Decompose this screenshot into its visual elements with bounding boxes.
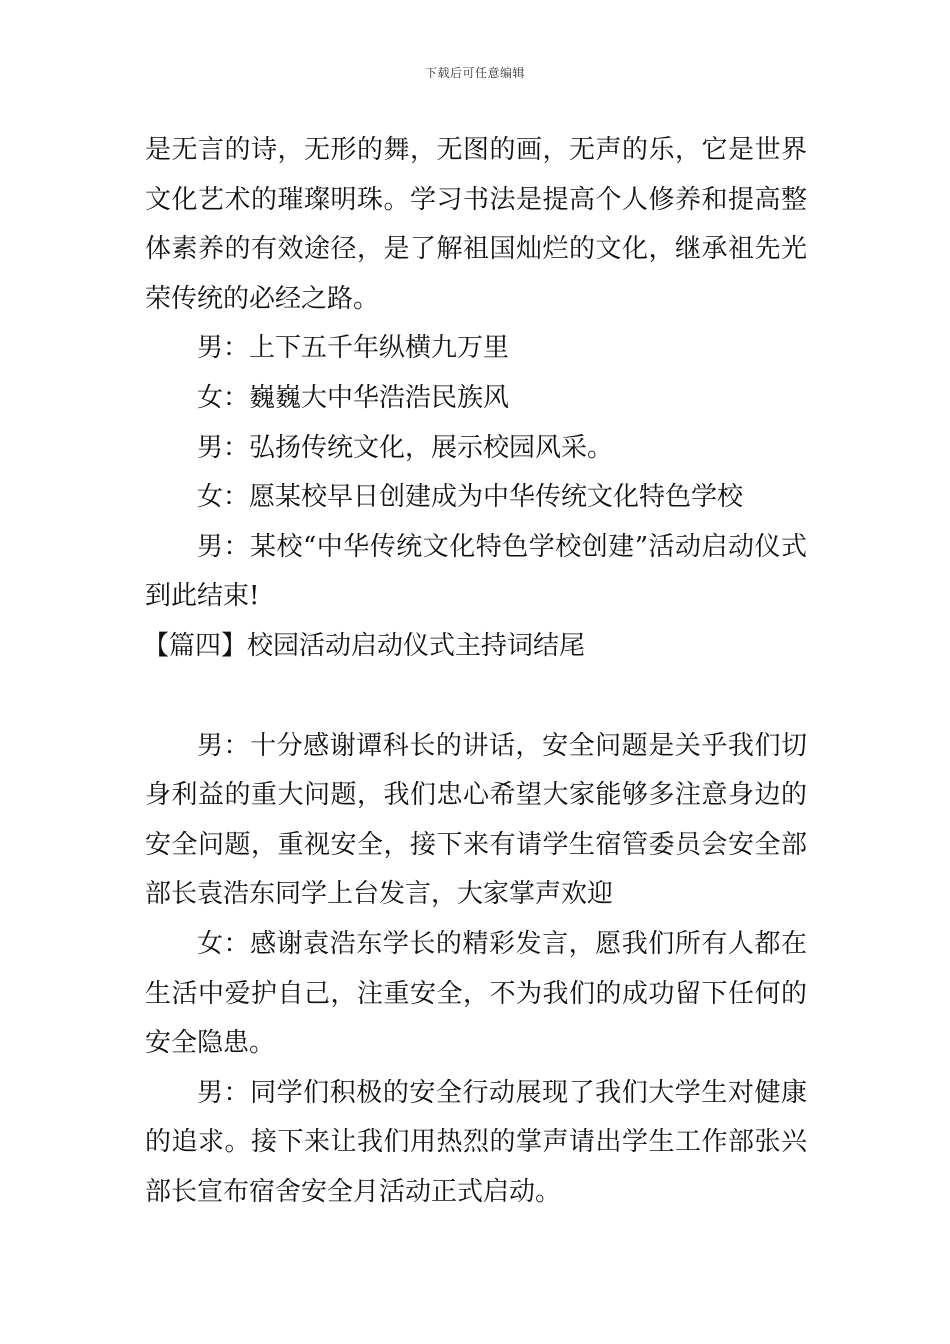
paragraph-calligraphy: 是无言的诗，无形的舞，无图的画，无声的乐，它是世界文化艺术的璀璨明珠。学习书法是提高个人修养和提高整体素养的有效途径，是了解祖国灿烂的文化，继承祖先光荣传统的必经之路。 <box>145 135 807 314</box>
document-body <box>145 126 807 1217</box>
paragraph-female-line-1: 女：巍巍大中华浩浩民族风 <box>197 382 510 413</box>
paragraph-closing: 男：某校“中华传统文化特色学校创建”活动启动仪式到此结束! <box>145 531 807 612</box>
paragraph-male-speech-2: 男：同学们积极的安全行动展现了我们大学生对健康的追求。接下来让我们用热烈的掌声请出学生工作部张兴部长宣布宿舍安全月活动正式启动。 <box>145 1077 807 1207</box>
paragraph-male-speech-1: 男：十分感谢谭科长的讲话，安全问题是关乎我们切身利益的重大问题，我们忠心希望大家能够多注意身边的安全问题，重视安全，接下来有请学生宿管委员会安全部部长袁浩东同学上台发言，大家掌声欢迎 <box>145 730 807 910</box>
section-spacer <box>145 672 807 722</box>
paragraph-male-line-2: 男：弘扬传统文化，展示校园风采。 <box>197 432 614 463</box>
paragraph-female-speech-1: 女：感谢袁浩东学长的精彩发言，愿我们所有人都在生活中爱护自己，注重安全，不为我们的成功留下任何的安全隐患。 <box>145 928 807 1059</box>
paragraph-male-line-1: 男：上下五千年纵横九万里 <box>197 333 510 364</box>
paragraph-female-line-2: 女：愿某校早日创建成为中华传统文化特色学校 <box>197 482 744 513</box>
header-note: 下载后可任意编辑 <box>424 66 525 80</box>
section-title: 【篇四】校园活动启动仪式主持词结尾 <box>143 630 586 661</box>
